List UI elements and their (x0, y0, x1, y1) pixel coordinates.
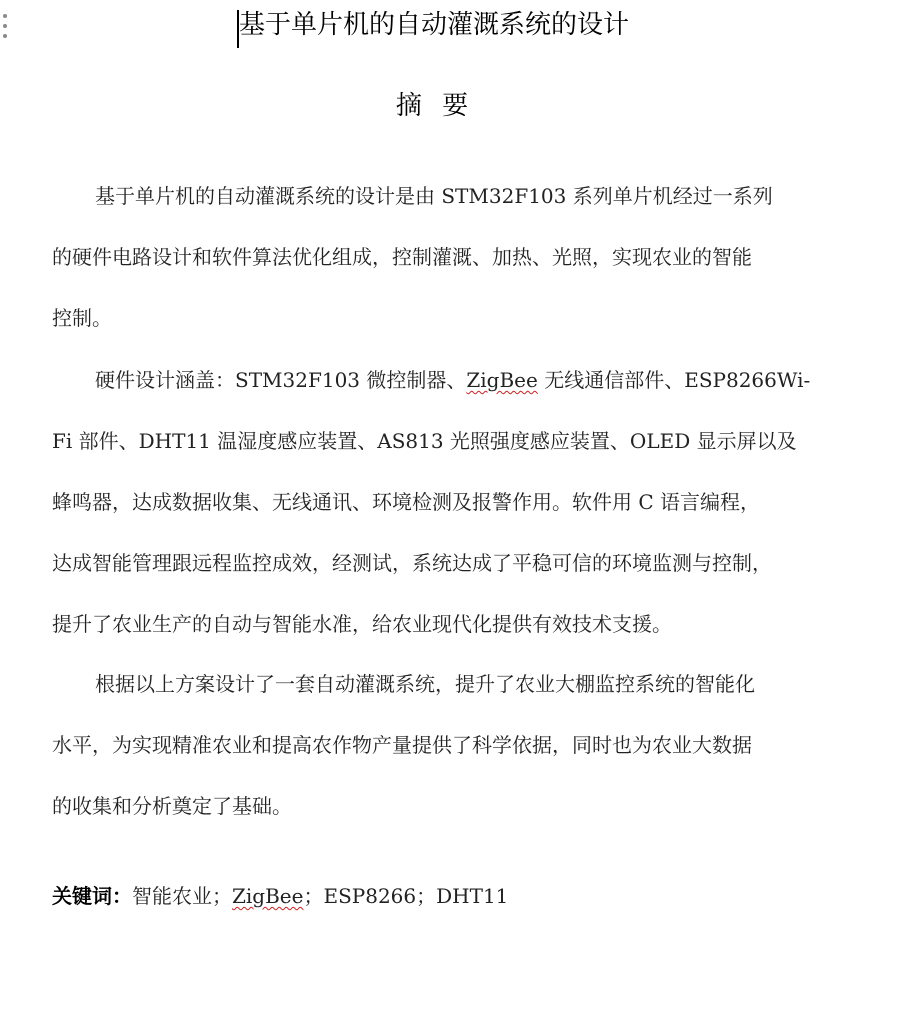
paragraph-line: 达成智能管理跟远程监控成效，经测试，系统达成了平稳可信的环境监测与控制， (52, 551, 772, 575)
spellcheck-flagged-word[interactable]: ZigBee (466, 368, 538, 392)
paragraph-line: 的收集和分析奠定了基础。 (52, 794, 292, 818)
abstract-paragraph-1[interactable] (52, 166, 818, 349)
drag-dot-icon (3, 34, 7, 38)
keywords-line[interactable] (52, 878, 508, 914)
abstract-paragraph-3[interactable] (52, 654, 818, 837)
keyword-separator: ； (303, 884, 324, 908)
text-cursor (237, 10, 239, 48)
paragraph-line: 根据以上方案设计了一套自动灌溉系统，提升了农业大棚监控系统的智能化 (95, 672, 755, 696)
document-title-text: 基于单片机的自动灌溉系统的设计 (239, 10, 630, 40)
spellcheck-flagged-word[interactable]: ZigBee (232, 884, 304, 908)
paragraph-line: 基于单片机的自动灌溉系统的设计是由 STM32F103 系列单片机经过一系列 (95, 184, 773, 208)
paragraph-line: 蜂鸣器，达成数据收集、无线通讯、环境检测及报警作用。软件用 C 语言编程， (52, 490, 761, 514)
drag-dot-icon (3, 14, 7, 18)
paragraph-line: 提升了农业生产的自动与智能水准，给农业现代化提供有效技术支援。 (52, 612, 672, 636)
drag-dot-icon (3, 24, 7, 28)
paragraph-line (52, 350, 818, 411)
keyword-separator: ； (416, 884, 437, 908)
abstract-heading: 摘 要 (395, 91, 475, 121)
text-run: 硬件设计涵盖：STM32F103 微控制器、 (95, 368, 467, 392)
paragraph-line: 水平，为实现精准农业和提高农作物产量提供了科学依据，同时也为农业大数据 (52, 733, 752, 757)
block-drag-handle[interactable] (2, 14, 8, 38)
abstract-paragraph-2[interactable] (52, 350, 818, 655)
paragraph-line: 控制。 (52, 306, 112, 330)
keyword-item: ESP8266 (323, 884, 417, 908)
document-title[interactable] (239, 8, 689, 42)
keyword-item: 智能农业 (132, 884, 212, 908)
paragraph-line: 的硬件电路设计和软件算法优化组成，控制灌溉、加热、光照，实现农业的智能 (52, 245, 752, 269)
keyword-item: DHT11 (436, 884, 509, 908)
text-run: 无线通信部件、ESP8266Wi- (537, 368, 811, 392)
keywords-label: 关键词： (52, 884, 132, 908)
paragraph-line: Fi 部件、DHT11 温湿度感应装置、AS813 光照强度感应装置、OLED 显示屏以及 (52, 429, 797, 453)
keyword-separator: ； (212, 884, 232, 908)
